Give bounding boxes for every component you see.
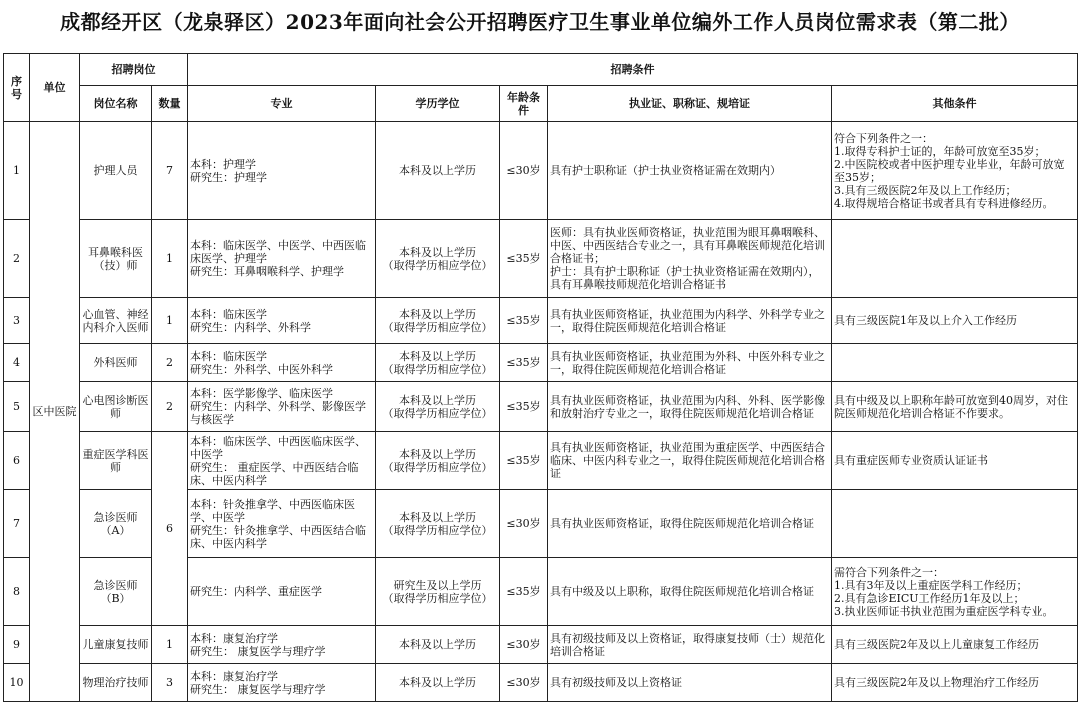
- row-seq: 6: [4, 432, 30, 490]
- major-requirement: 本科：临床医学 研究生：外科学、中医外科学: [188, 344, 376, 382]
- other-requirement: 符合下列条件之一： 1.取得专科护士证的，年龄可放宽至35岁； 2.中医院校或者中医护理专业毕业，年龄可放宽至35岁； 3.具有三级医院2年及以上工作经历； 4.取得规培合格证书或者具有专科进修经历。: [832, 122, 1078, 220]
- header-seq: 序号: [4, 54, 30, 122]
- row-seq: 3: [4, 298, 30, 344]
- row-seq: 2: [4, 220, 30, 298]
- other-requirement: 具有中级及以上职称年龄可放宽到40周岁，对住院医师规范化培训合格证不作要求。: [832, 382, 1078, 432]
- major-requirement: 本科：护理学 研究生：护理学: [188, 122, 376, 220]
- education-requirement: 本科及以上学历: [376, 122, 500, 220]
- header-position-group: 招聘岗位: [80, 54, 188, 86]
- position-count: 3: [152, 664, 188, 702]
- header-row-2: [4, 86, 1078, 122]
- age-requirement: ≤35岁: [500, 344, 548, 382]
- major-requirement: 本科：医学影像学、临床医学 研究生：内科学、外科学、影像医学与核医学: [188, 382, 376, 432]
- other-requirement: [832, 490, 1078, 558]
- major-requirement: 本科：康复治疗学 研究生： 康复医学与理疗学: [188, 664, 376, 702]
- position-count: 1: [152, 626, 188, 664]
- education-requirement: 本科及以上学历 （取得学历相应学位）: [376, 490, 500, 558]
- position-count: 1: [152, 298, 188, 344]
- major-requirement: 本科：临床医学、中医学、中西医临床医学、护理学 研究生：耳鼻咽喉科学、护理学: [188, 220, 376, 298]
- page-title: 成都经开区（龙泉驿区）2023年面向社会公开招聘医疗卫生事业单位编外工作人员岗位需求表（第二批）: [60, 10, 1020, 34]
- row-seq: 8: [4, 558, 30, 626]
- recruitment-table: [3, 53, 1078, 702]
- other-requirement: 具有三级医院2年及以上物理治疗工作经历: [832, 664, 1078, 702]
- header-age: 年龄条件: [500, 86, 548, 122]
- unit-cell: 区中医院: [30, 122, 80, 702]
- major-requirement: 本科：康复治疗学 研究生： 康复医学与理疗学: [188, 626, 376, 664]
- position-count: 7: [152, 122, 188, 220]
- age-requirement: ≤30岁: [500, 490, 548, 558]
- age-requirement: ≤35岁: [500, 558, 548, 626]
- license-requirement: 具有护士职称证（护士执业资格证需在效期内）: [548, 122, 832, 220]
- position-name: 心血管、神经内科介入医师: [80, 298, 152, 344]
- education-requirement: 研究生及以上学历 （取得学历相应学位）: [376, 558, 500, 626]
- age-requirement: ≤35岁: [500, 432, 548, 490]
- major-requirement: 本科：临床医学、中西医临床医学、中医学 研究生： 重症医学、中西医结合临床、中医内科学: [188, 432, 376, 490]
- education-requirement: 本科及以上学历 （取得学历相应学位）: [376, 344, 500, 382]
- position-name: 急诊医师（B）: [80, 558, 152, 626]
- position-count: 1: [152, 220, 188, 298]
- row-seq: 10: [4, 664, 30, 702]
- major-requirement: 本科：临床医学 研究生：内科学、外科学: [188, 298, 376, 344]
- position-name: 物理治疗技师: [80, 664, 152, 702]
- license-requirement: 具有初级技师及以上资格证: [548, 664, 832, 702]
- table-row: [4, 344, 1078, 382]
- license-requirement: 具有执业医师资格证，执业范围为内科学、外科学专业之一，取得住院医师规范化培训合格证: [548, 298, 832, 344]
- table-row: [4, 220, 1078, 298]
- age-requirement: ≤35岁: [500, 220, 548, 298]
- table-row: [4, 298, 1078, 344]
- position-name: 外科医师: [80, 344, 152, 382]
- age-requirement: ≤30岁: [500, 664, 548, 702]
- education-requirement: 本科及以上学历: [376, 626, 500, 664]
- age-requirement: ≤35岁: [500, 382, 548, 432]
- table-row: [4, 664, 1078, 702]
- table-row: [4, 122, 1078, 220]
- position-count: 2: [152, 344, 188, 382]
- education-requirement: 本科及以上学历 （取得学历相应学位）: [376, 298, 500, 344]
- age-requirement: ≤35岁: [500, 298, 548, 344]
- header-unit: 单位: [30, 54, 80, 122]
- position-name: 护理人员: [80, 122, 152, 220]
- header-license: 执业证、职称证、规培证: [548, 86, 832, 122]
- other-requirement: 具有三级医院1年及以上介入工作经历: [832, 298, 1078, 344]
- header-other: 其他条件: [832, 86, 1078, 122]
- header-count: 数量: [152, 86, 188, 122]
- license-requirement: 医师：具有执业医师资格证，执业范围为眼耳鼻咽喉科、中医、中西医结合专业之一，具有耳鼻喉医师规范化培训合格证书； 护士：具有护士职称证（护士执业资格证需在效期内），具有耳鼻喉技师规范化培训合格证书: [548, 220, 832, 298]
- row-seq: 9: [4, 626, 30, 664]
- table-row: [4, 626, 1078, 664]
- other-requirement: [832, 344, 1078, 382]
- major-requirement: 研究生：内科学、重症医学: [188, 558, 376, 626]
- header-position-name: 岗位名称: [80, 86, 152, 122]
- education-requirement: 本科及以上学历 （取得学历相应学位）: [376, 220, 500, 298]
- header-conditions-group: 招聘条件: [188, 54, 1078, 86]
- header-major: 专业: [188, 86, 376, 122]
- other-requirement: [832, 220, 1078, 298]
- age-requirement: ≤30岁: [500, 122, 548, 220]
- position-name: 重症医学科医师: [80, 432, 152, 490]
- table-row: [4, 432, 1078, 490]
- position-name: 心电图诊断医师: [80, 382, 152, 432]
- license-requirement: 具有执业医师资格证，取得住院医师规范化培训合格证: [548, 490, 832, 558]
- education-requirement: 本科及以上学历 （取得学历相应学位）: [376, 382, 500, 432]
- license-requirement: 具有中级及以上职称，取得住院医师规范化培训合格证: [548, 558, 832, 626]
- row-seq: 7: [4, 490, 30, 558]
- other-requirement: 需符合下列条件之一： 1.具有3年及以上重症医学科工作经历； 2.具有急诊EICU工作经历1年及以上； 3.执业医师证书执业范围为重症医学科专业。: [832, 558, 1078, 626]
- license-requirement: 具有执业医师资格证，执业范围为重症医学、中西医结合临床、中医内科专业之一，取得住院医师规范化培训合格证: [548, 432, 832, 490]
- license-requirement: 具有初级技师及以上资格证，取得康复技师（士）规范化培训合格证: [548, 626, 832, 664]
- position-name: 儿童康复技师: [80, 626, 152, 664]
- education-requirement: 本科及以上学历: [376, 664, 500, 702]
- row-seq: 5: [4, 382, 30, 432]
- header-education: 学历学位: [376, 86, 500, 122]
- position-count: 2: [152, 382, 188, 432]
- license-requirement: 具有执业医师资格证，执业范围为内科、外科、医学影像和放射治疗专业之一，取得住院医师规范化培训合格证: [548, 382, 832, 432]
- other-requirement: 具有重症医师专业资质认证证书: [832, 432, 1078, 490]
- other-requirement: 具有三级医院2年及以上儿童康复工作经历: [832, 626, 1078, 664]
- row-seq: 1: [4, 122, 30, 220]
- row-seq: 4: [4, 344, 30, 382]
- position-name: 耳鼻喉科医（技）师: [80, 220, 152, 298]
- table-row: [4, 382, 1078, 432]
- position-name: 急诊医师（A）: [80, 490, 152, 558]
- major-requirement: 本科：针灸推拿学、中西医临床医学、中医学 研究生：针灸推拿学、中西医结合临床、中医内科学: [188, 490, 376, 558]
- age-requirement: ≤30岁: [500, 626, 548, 664]
- education-requirement: 本科及以上学历 （取得学历相应学位）: [376, 432, 500, 490]
- license-requirement: 具有执业医师资格证，执业范围为外科、中医外科专业之一，取得住院医师规范化培训合格证: [548, 344, 832, 382]
- header-row-1: [4, 54, 1078, 86]
- position-count: 6: [152, 432, 188, 626]
